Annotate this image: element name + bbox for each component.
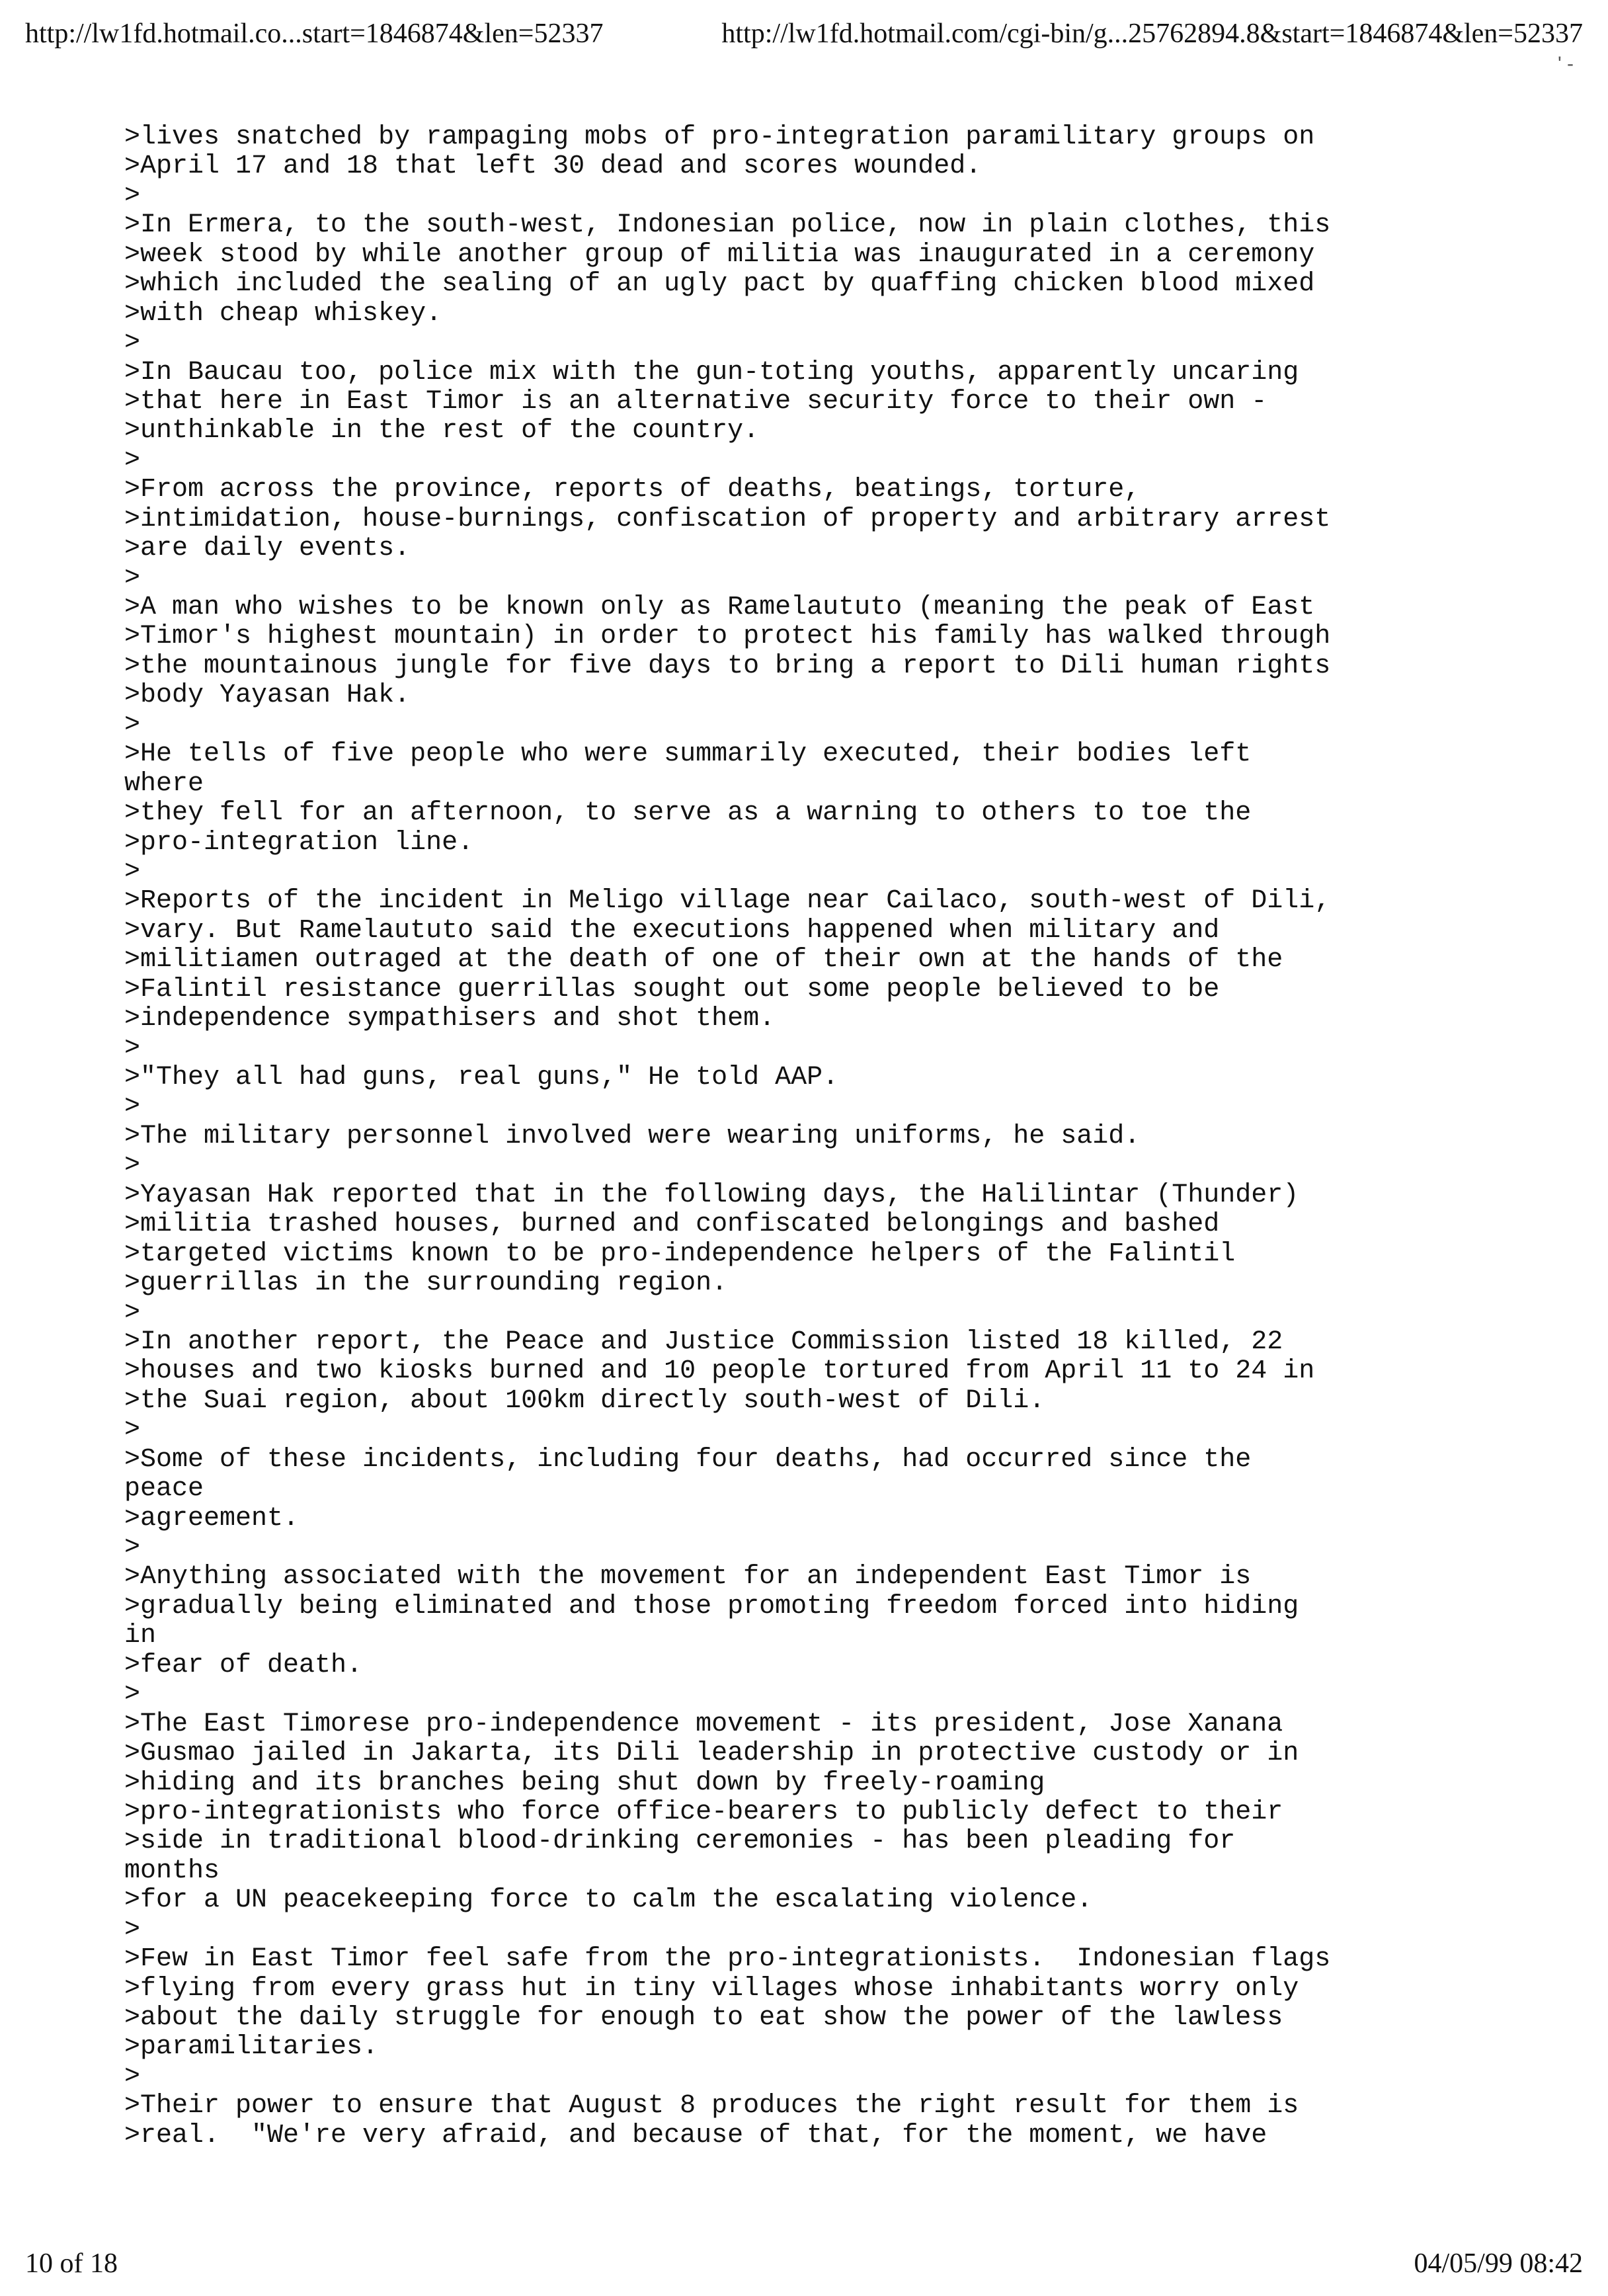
body-line: > — [124, 445, 141, 475]
body-line: >unthinkable in the rest of the country. — [124, 416, 760, 446]
body-line: >for a UN peacekeeping force to calm the escalating violence. — [124, 1885, 1093, 1916]
body-line: >pro-integrationists who force office-bearers to publicly defect to their — [124, 1797, 1283, 1827]
corner-mark: ' - — [1557, 53, 1574, 75]
body-line: >paramilitaries. — [124, 2032, 379, 2063]
header-url-left[interactable]: http://lw1fd.hotmail.co...start=1846874&len=52337 — [25, 19, 604, 49]
body-line: >guerrillas in the surrounding region. — [124, 1268, 728, 1299]
body-line: >Their power to ensure that August 8 produces the right result for them is — [124, 2091, 1299, 2121]
body-line: >that here in East Timor is an alternative security force to their own - — [124, 386, 1267, 417]
body-line: >fear of death. — [124, 1650, 363, 1680]
body-line: >hiding and its branches being shut down by freely-roaming — [124, 1768, 1045, 1798]
body-line: >with cheap whiskey. — [124, 298, 442, 329]
body-line: > — [124, 2061, 141, 2092]
body-line: > — [124, 1297, 141, 1328]
body-line: >Reports of the incident in Meligo village near Cailaco, south-west of Dili, — [124, 886, 1331, 917]
body-line: > — [124, 1033, 141, 1063]
body-line: >From across the province, reports of deaths, beatings, torture, — [124, 475, 1141, 505]
body-line: > — [124, 710, 141, 740]
body-line: >Anything associated with the movement for an independent East Timor is — [124, 1562, 1252, 1592]
body-line: >He tells of five people who were summarily executed, their bodies left — [124, 739, 1252, 770]
body-line: >houses and two kiosks burned and 10 people tortured from April 11 to 24 in — [124, 1356, 1315, 1387]
body-line: >targeted victims known to be pro-independence helpers of the Falintil — [124, 1239, 1236, 1269]
body-line: > — [124, 181, 141, 211]
body-line: > — [124, 1092, 141, 1122]
body-line: >April 17 and 18 that left 30 dead and scores wounded. — [124, 151, 982, 182]
body-line: >In Ermera, to the south-west, Indonesian police, now in plain clothes, this — [124, 210, 1331, 241]
body-line: >pro-integration line. — [124, 827, 474, 858]
body-line: > — [124, 1914, 141, 1945]
body-line: >Gusmao jailed in Jakarta, its Dili leadership in protective custody or in — [124, 1739, 1299, 1769]
body-line: >intimidation, house-burnings, confiscation of property and arbitrary arrest — [124, 504, 1331, 534]
body-line: where — [124, 768, 204, 799]
body-line: >The military personnel involved were wearing uniforms, he said. — [124, 1121, 1141, 1151]
body-line: >"They all had guns, real guns," He told AAP. — [124, 1063, 839, 1092]
body-line: >the Suai region, about 100km directly south-west of Dili. — [124, 1385, 1045, 1416]
body-line: >Yayasan Hak reported that in the following days, the Halilintar (Thunder) — [124, 1180, 1299, 1210]
body-line: >independence sympathisers and shot them. — [124, 1004, 776, 1034]
body-line: > — [124, 1680, 141, 1710]
body-line: in — [124, 1621, 157, 1651]
body-line: >real. "We're very afraid, and because of that, for the moment, we have — [124, 2120, 1267, 2151]
body-line: >gradually being eliminated and those promoting freedom forced into hiding — [124, 1591, 1299, 1621]
body-line: > — [124, 563, 141, 593]
body-line: > — [124, 1415, 141, 1446]
body-line: >side in traditional blood-drinking ceremonies - has been pleading for — [124, 1826, 1236, 1857]
body-line: months — [124, 1856, 220, 1886]
body-line: >Few in East Timor feel safe from the pro-integrationists. Indonesian flags — [124, 1944, 1331, 1975]
body-line: > — [124, 328, 141, 358]
body-line: >week stood by while another group of militia was inaugurated in a ceremony — [124, 239, 1315, 270]
body-line: >Falintil resistance guerrillas sought out some people believed to be — [124, 974, 1220, 1004]
body-line: >they fell for an afternoon, to serve as a warning to others to toe the — [124, 798, 1252, 829]
body-line: peace — [124, 1474, 204, 1504]
body-line: >body Yayasan Hak. — [124, 680, 411, 711]
body-line: >lives snatched by rampaging mobs of pro-integration paramilitary groups on — [124, 122, 1315, 152]
body-line: >In another report, the Peace and Justice Commission listed 18 killed, 22 — [124, 1327, 1283, 1357]
body-line: > — [124, 1533, 141, 1563]
body-line: >militia trashed houses, burned and confiscated belongings and bashed — [124, 1210, 1220, 1240]
body-line: >agreement. — [124, 1503, 300, 1534]
body-line: > — [124, 856, 141, 887]
body-line: >Timor's highest mountain) in order to protect his family has walked through — [124, 622, 1331, 652]
header-url-right[interactable]: http://lw1fd.hotmail.com/cgi-bin/g...25762894.8&start=1846874&len=52337 — [721, 19, 1583, 49]
email-body-text — [124, 123, 1579, 2151]
body-line: >vary. But Ramelaututo said the executions happened when military and — [124, 915, 1220, 946]
body-line: >about the daily struggle for enough to eat show the power of the lawless — [124, 2003, 1283, 2033]
page-indicator: 10 of 18 — [25, 2248, 118, 2279]
body-line: >In Baucau too, police mix with the gun-toting youths, apparently uncaring — [124, 357, 1299, 388]
body-line: >The East Timorese pro-independence movement - its president, Jose Xanana — [124, 1709, 1283, 1739]
body-line: >which included the sealing of an ugly pact by quaffing chicken blood mixed — [124, 269, 1315, 300]
body-line: >A man who wishes to be known only as Ramelaututo (meaning the peak of East — [124, 593, 1315, 622]
body-line: >are daily events. — [124, 534, 411, 564]
body-line: >the mountainous jungle for five days to bring a report to Dili human rights — [124, 651, 1331, 681]
body-line: >Some of these incidents, including four deaths, had occurred since the — [124, 1444, 1252, 1475]
print-timestamp: 04/05/99 08:42 — [1414, 2248, 1583, 2279]
body-line: > — [124, 1151, 141, 1181]
body-line: >militiamen outraged at the death of one of their own at the hands of the — [124, 945, 1283, 975]
body-line: >flying from every grass hut in tiny villages whose inhabitants worry only — [124, 1973, 1299, 2004]
